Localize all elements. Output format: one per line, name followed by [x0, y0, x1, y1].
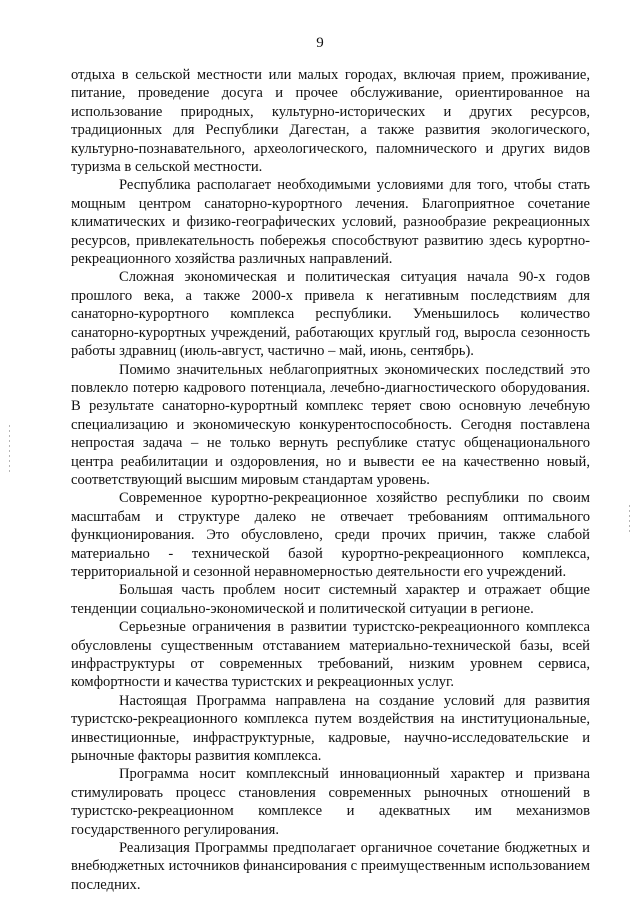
paragraph-9: Программа носит комплексный инновационный характер и призвана стимулировать процесс становления современных рыночных отношений в туристско-рекреационном комплексе и адекватных им механизмов государственного регулирования.	[71, 766, 590, 838]
paragraph-5: Современное курортно-рекреационное хозяйство республики по своим масштабам и структуре далеко не отвечает требованиям оптимального функционирования. Это обусловлено, среди прочих причин, также слабой материально - технической базой курортно-рекреационного комплекса, территориальной и сезонной неравномерностью деятельности его учреждений.	[71, 490, 590, 580]
paragraph-3: Сложная экономическая и политическая ситуация начала 90-х годов прошлого века, а также 2000-х привела к негативным последствиям для санаторно-курортного комплекса республики. Уменьшилось количество санаторно-курортных учреждений, работающих круглый год, выросла сезонность работы здравниц (июль-август, частично – май, июнь, сентябрь).	[71, 269, 590, 360]
paragraph-8: Настоящая Программа направлена на создание условий для развития туристско-рекреационного комплекса путем воздействия на институциональные, инвестиционные, инфраструктурные, кадровые, научно-исследовательские и рыночные факторы развития комплекса.	[71, 692, 590, 765]
paragraph-6: Большая часть проблем носит системный характер и отражает общие тенденции социально-экономической и политической ситуации в регионе.	[71, 582, 590, 617]
page-number: 9	[316, 35, 324, 51]
document-body	[71, 66, 590, 894]
scan-margin-mark-right	[629, 505, 630, 535]
paragraph-4: Помимо значительных неблагоприятных экономических последствий это повлекло потерю кадрового потенциала, лечебно-диагностического оборудования. В результате санаторно-курортный комплекс теряет свою основную лечебную специализацию и экономическую конкурентоспособность. Сегодня поставлена непростая задача – не только вернуть республике статус общенационального центра реабилитации и оздоровления, но и вывести ее на качественно новый, соответствующий высшим мировым стандартам уровень.	[71, 361, 590, 488]
paragraph-10: Реализация Программы предполагает органичное сочетание бюджетных и внебюджетных источников финансирования с преимущественным использованием последних.	[71, 840, 590, 893]
paragraph-1: отдыха в сельской местности или малых городах, включая прием, проживание, питание, проведение досуга и прочее обслуживание, ориентированное на использование природных, культурно-исторических и других ресурсов, традиционных для Республики Дагестан, а также развития экологического, культурно-познавательного, археологического, паломнического и других видов туризма в сельской местности.	[71, 67, 590, 176]
paragraph-7: Серьезные ограничения в развитии туристско-рекреационного комплекса обусловлены существенным отставанием материально-технической базы, всей инфраструктуры от современных требований, низким уровнем сервиса, комфортности и качества туристских и рекреационных услуг.	[71, 619, 590, 691]
scan-margin-mark-left	[9, 425, 10, 475]
paragraph-2: Республика располагает необходимыми условиями для того, чтобы стать мощным центром санаторно-курортного лечения. Благоприятное сочетание климатических и физико-географических условий, разнообразие рекреационных ресурсов, привлекательность побережья способствуют развитию здесь курортно-рекреационного хозяйства различных направлений.	[71, 177, 590, 268]
